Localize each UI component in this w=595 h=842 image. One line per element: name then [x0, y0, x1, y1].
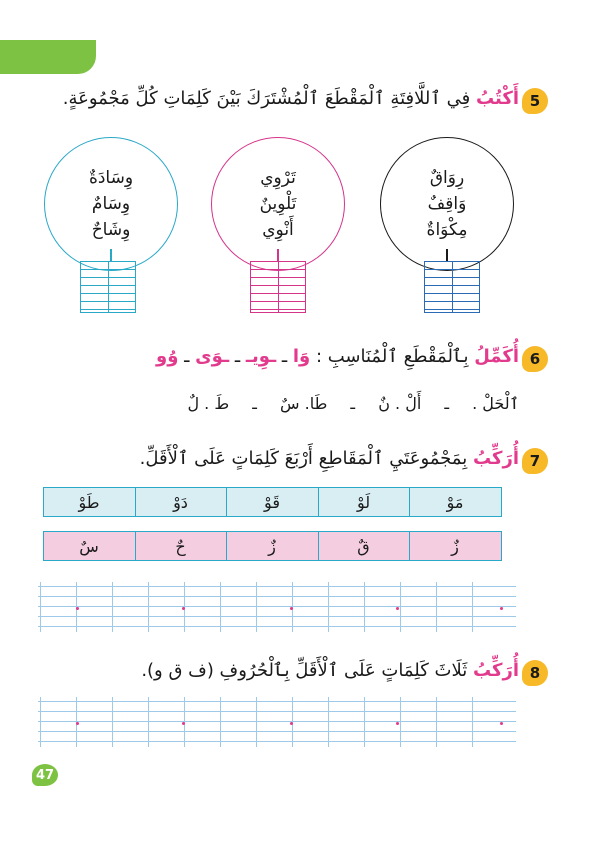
syllable-cell: دَوْ: [134, 487, 227, 517]
incomplete-word-1[interactable]: ٱلْحَلْ .: [472, 394, 519, 413]
start-dot: [290, 607, 293, 610]
incomplete-word-3[interactable]: طَا. سٌ: [280, 394, 328, 413]
writing-column-line: [400, 582, 401, 632]
group-1-word-1: رِوَاقٌ: [429, 168, 465, 188]
question-5-text: فِي ٱللَّافِتَةِ ٱلْمَقْطَعَ ٱلْمُشْتَرَكَ بَيْنَ كَلِمَاتِ كُلِّ مَجْمُوعَةٍ.: [62, 88, 476, 109]
segment-separator: ـ: [229, 346, 246, 367]
group-3-word-3: وِشَاحٌ: [91, 220, 131, 240]
question-6-text: بِٱلْمَقْطَعِ ٱلْمُنَاسِبِ :: [310, 346, 475, 367]
writing-column-line: [436, 582, 437, 632]
writing-column-line: [256, 697, 257, 747]
group-2-word-1: تَرْوِي: [260, 168, 296, 188]
writing-column-line: [472, 697, 473, 747]
writing-column-line: [364, 697, 365, 747]
syllable-cell: زٌ: [409, 531, 502, 561]
writing-column-line: [328, 582, 329, 632]
syllable-cell: طَوْ: [43, 487, 136, 517]
group-1-answer-grid[interactable]: [424, 261, 480, 313]
word-separator: ـ: [345, 394, 361, 413]
syllable-cell: حٌ: [134, 531, 227, 561]
group-2-answer-grid[interactable]: [250, 261, 306, 313]
syllable-cell: قَوْ: [226, 487, 319, 517]
question-8-writing-lines[interactable]: [38, 697, 516, 747]
question-7-badge: [522, 448, 548, 474]
segment-separator: ـ: [178, 346, 196, 367]
start-dot: [500, 722, 503, 725]
start-dot: [182, 607, 185, 610]
start-dot: [182, 722, 185, 725]
start-dot: [500, 607, 503, 610]
question-8-verb: أُرَكِّبُ: [472, 660, 519, 681]
group-3-word-2: وِسَامٌ: [91, 194, 131, 214]
group-1-word-3: مِكْوَاةٌ: [426, 220, 468, 240]
writing-column-line: [112, 582, 113, 632]
group-3-stem: [110, 249, 112, 261]
question-6-instruction: [156, 346, 519, 367]
start-dot: [290, 722, 293, 725]
writing-column-line: [400, 697, 401, 747]
segment-separator: ـ: [276, 346, 293, 367]
writing-line: [38, 741, 516, 742]
question-6-words: [187, 394, 519, 413]
question-7-text: بِمَجْمُوعَتَيِ ٱلْمَقَاطِعِ أَرْبَعَ كَلِمَاتٍ عَلَى ٱلْأَقَلِّ.: [139, 448, 473, 469]
incomplete-word-2[interactable]: أَلْ . نٌ: [378, 394, 422, 413]
start-dot: [396, 722, 399, 725]
writing-line: [38, 586, 516, 587]
segment-4: وُو: [156, 346, 179, 367]
question-6-badge: [522, 346, 548, 372]
writing-column-line: [220, 582, 221, 632]
question-7-instruction: [140, 448, 519, 469]
syllable-cell: سٌ: [43, 531, 136, 561]
syllable-cell: زٌ: [226, 531, 319, 561]
group-1-word-2: وَاقِفٌ: [427, 194, 467, 214]
page-number-text: 47: [35, 767, 55, 783]
question-5-instruction: [63, 88, 519, 109]
question-6-verb: أُكَمِّلُ: [474, 346, 519, 367]
writing-line: [38, 616, 516, 617]
writing-column-line: [220, 697, 221, 747]
question-8-badge: [522, 660, 548, 686]
writing-column-line: [472, 582, 473, 632]
start-dot: [76, 607, 79, 610]
group-1-stem: [446, 249, 448, 261]
writing-column-line: [148, 697, 149, 747]
group-2-word-3: أَنْوِي: [262, 220, 294, 240]
syllable-cell: مَوْ: [409, 487, 502, 517]
word-separator: ـ: [247, 394, 263, 413]
question-8-instruction: [141, 660, 519, 681]
question-7-writing-lines[interactable]: [38, 582, 516, 632]
writing-column-line: [40, 697, 41, 747]
writing-column-line: [328, 697, 329, 747]
writing-line: [38, 626, 516, 627]
writing-column-line: [256, 582, 257, 632]
writing-column-line: [436, 697, 437, 747]
question-7-number: 7: [529, 452, 541, 470]
segment-3: ـوَى: [195, 346, 230, 367]
writing-line: [38, 701, 516, 702]
group-3-word-1: وِسَادَةٌ: [88, 168, 134, 188]
question-8-number: 8: [529, 664, 541, 682]
writing-line: [38, 711, 516, 712]
writing-column-line: [112, 697, 113, 747]
question-7-verb: أُرَكِّبُ: [472, 448, 519, 469]
page-number: [32, 764, 58, 786]
question-5-verb: أَكْتُبُ: [475, 88, 519, 109]
syllable-cell: قٌ: [317, 531, 410, 561]
question-6-number: 6: [529, 350, 541, 368]
group-2-stem: [277, 249, 279, 261]
writing-column-line: [364, 582, 365, 632]
segment-2: ـوِيـ: [245, 346, 277, 367]
syllable-cell: لَوْ: [317, 487, 410, 517]
question-5-number: 5: [529, 92, 541, 110]
question-5-badge: [522, 88, 548, 114]
writing-column-line: [148, 582, 149, 632]
incomplete-word-4[interactable]: طَ . لٌ: [187, 394, 230, 413]
group-3-answer-grid[interactable]: [80, 261, 136, 313]
question-8-text: ثَلَاثَ كَلِمَاتٍ عَلَى ٱلْأَقَلِّ بِٱلْحُرُوفِ (ف ق و).: [141, 660, 473, 681]
writing-column-line: [40, 582, 41, 632]
start-dot: [76, 722, 79, 725]
word-separator: ـ: [439, 394, 455, 413]
writing-line: [38, 731, 516, 732]
writing-line: [38, 721, 516, 722]
segment-1: وَا: [292, 346, 311, 367]
writing-line: [38, 606, 516, 607]
syllable-row-1: [44, 487, 502, 517]
group-2-word-2: تَلْوِينٌ: [259, 194, 297, 214]
syllable-row-2: [44, 531, 502, 561]
header-tab: [0, 40, 96, 74]
writing-line: [38, 596, 516, 597]
start-dot: [396, 607, 399, 610]
